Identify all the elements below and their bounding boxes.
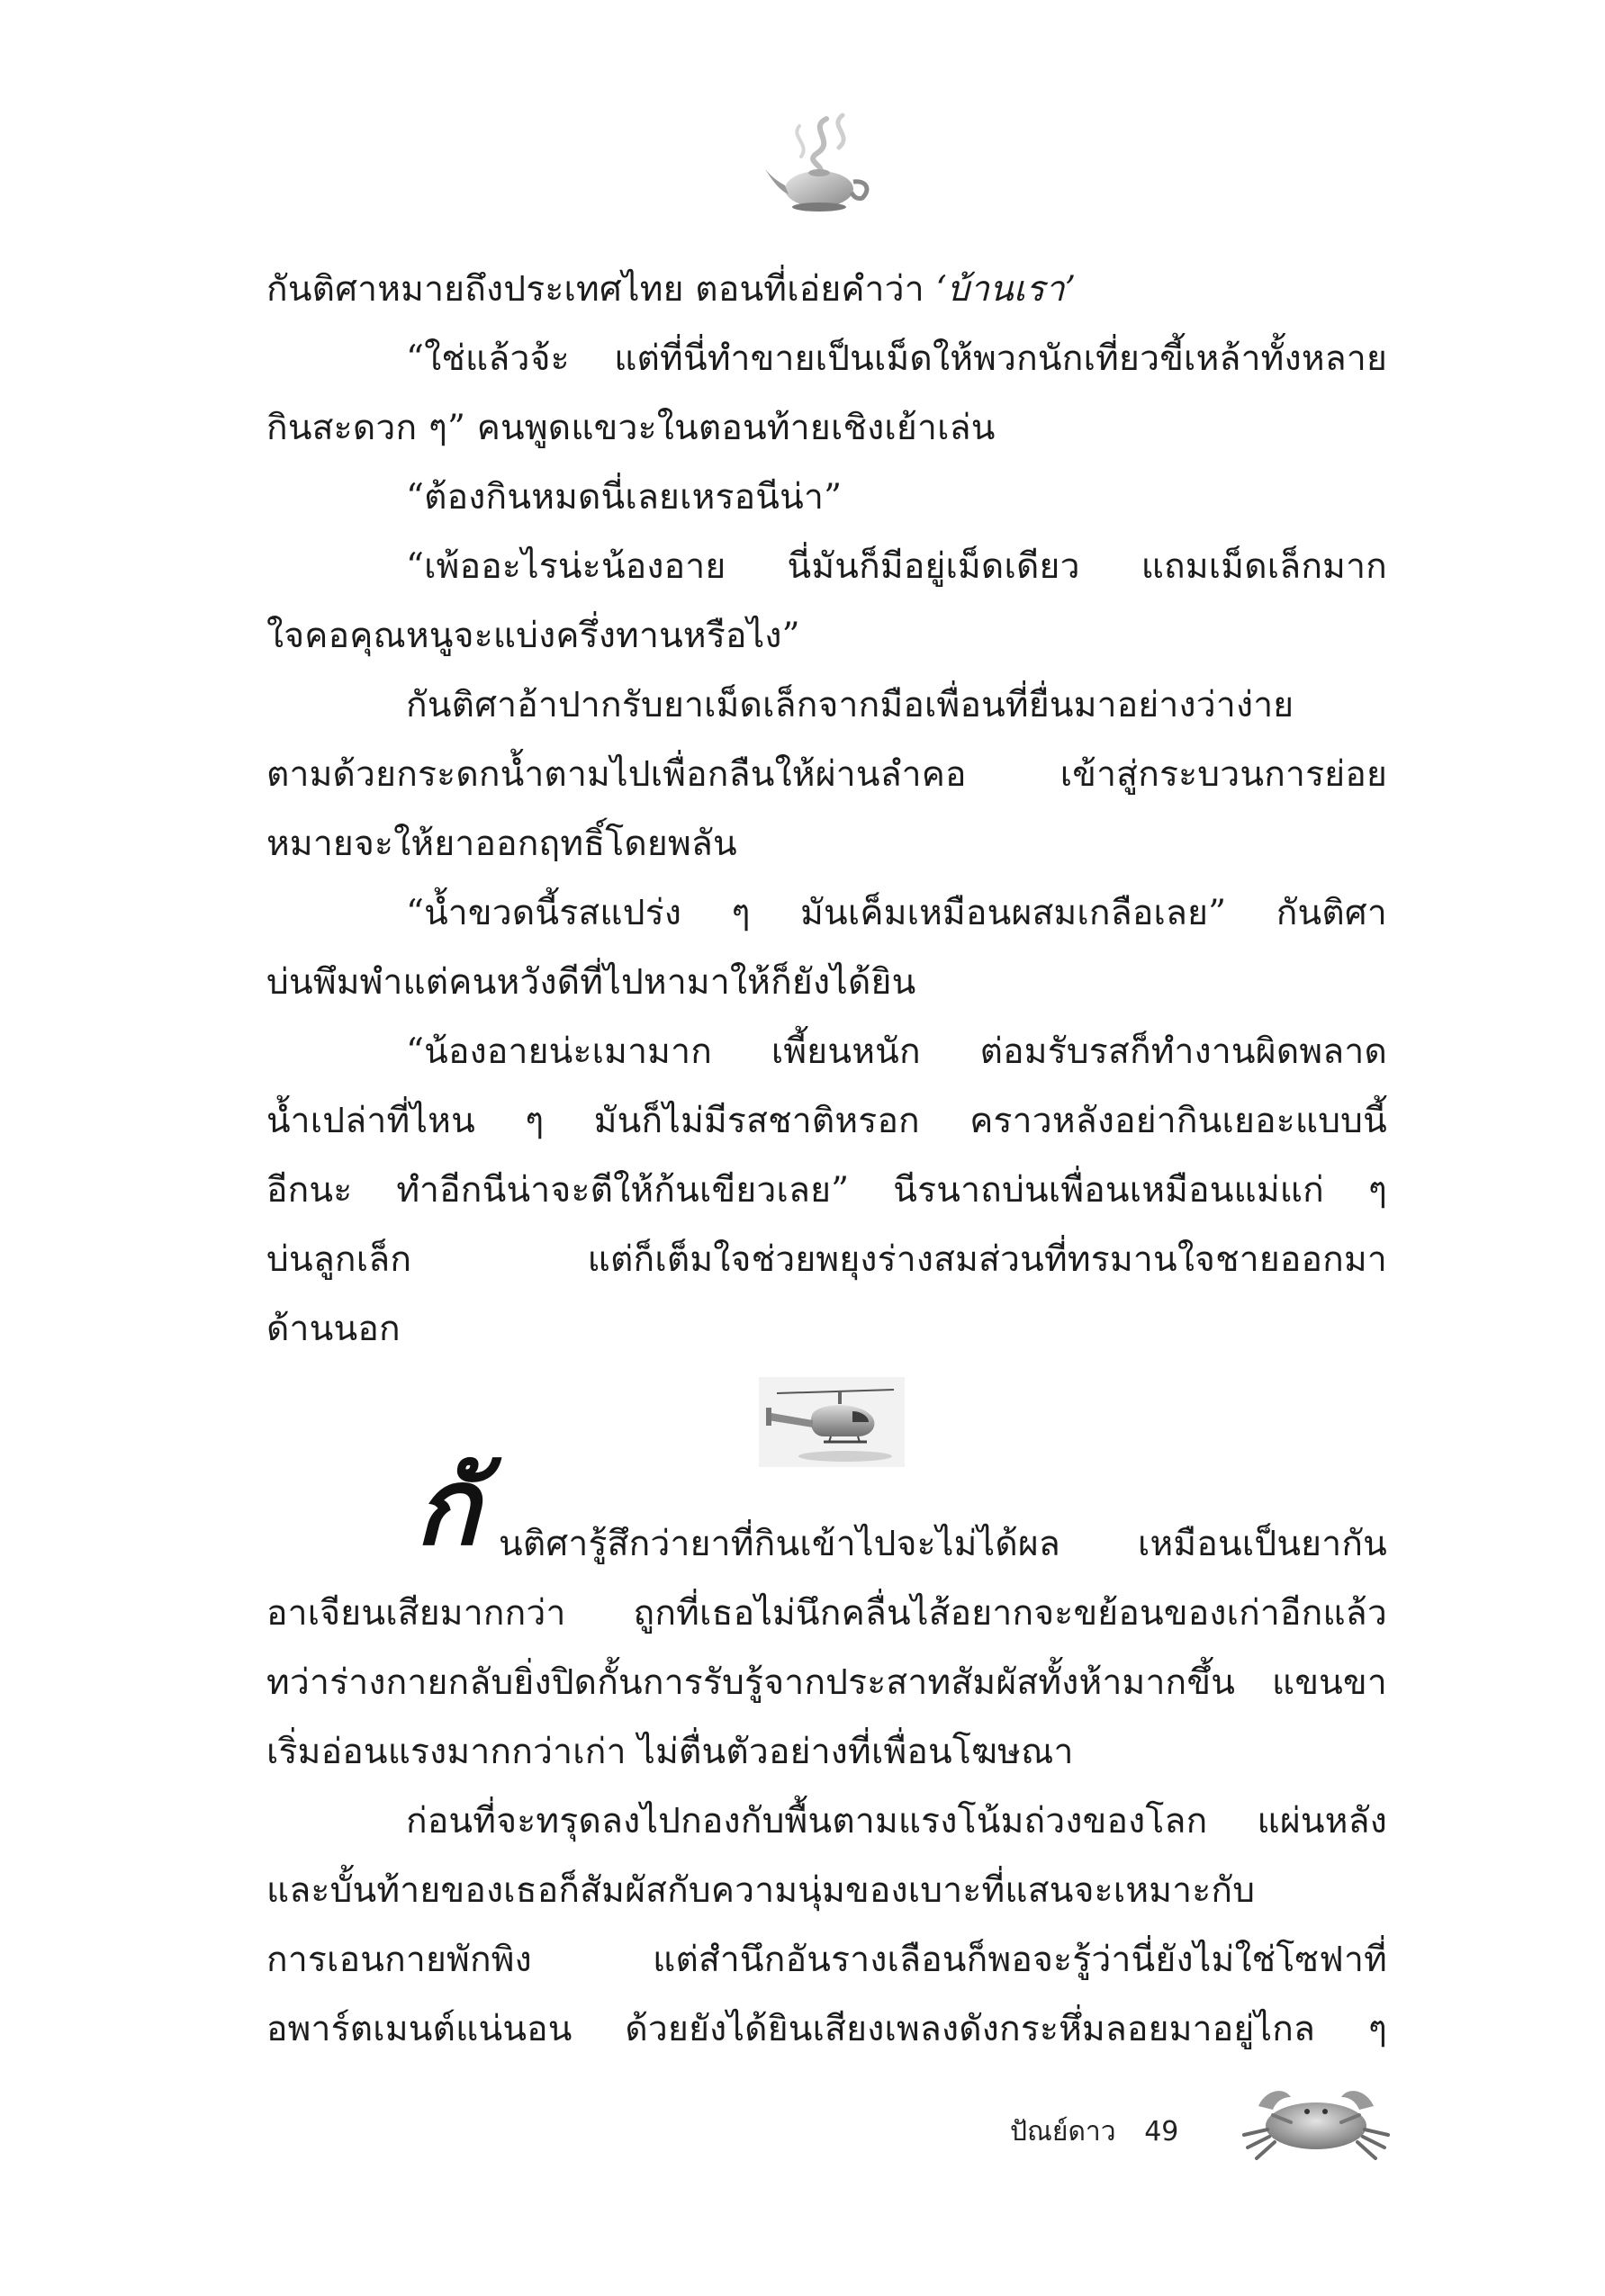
- teapot-smoke-icon: [763, 110, 875, 214]
- text-line: อพาร์ตเมนต์แน่นอน ด้วยยังได้ยินเสียงเพลงดังกระหึ่มลอยมาอยู่ไกล ๆ: [266, 2009, 1387, 2049]
- book-title: ปัณย์ดาว: [1010, 2116, 1116, 2147]
- text-line: บ่นลูกเล็ก แต่ก็เต็มใจช่วยพยุงร่างสมส่วนที่ทรมานใจชายออกมา: [266, 1239, 1387, 1280]
- text-line: และบั้นท้ายของเธอก็สัมผัสกับความนุ่มของเบาะที่แสนจะเหมาะกับ: [266, 1870, 1256, 1911]
- text-line: บ่นพึมพำแต่คนหวังดีที่ไปหามาให้ก็ยังได้ยิน: [266, 962, 916, 1003]
- page-number: 49: [1144, 2116, 1179, 2147]
- crab-icon: [1240, 2070, 1392, 2178]
- text-line: เริ่มอ่อนแรงมากกว่าเก่า ไม่ตื่นตัวอย่างที่เพื่อนโฆษณา: [266, 1732, 1074, 1772]
- text-line: “ต้องกินหมดนี่เลยเหรอนีน่า”: [406, 477, 843, 518]
- dropcap-line: [266, 1445, 1387, 1579]
- text-line: “เพ้ออะไรน่ะน้องอาย นี่มันก็มีอยู่เม็ดเดียว แถมเม็ดเล็กมาก: [406, 546, 1387, 587]
- text-line: ด้านนอก: [266, 1309, 401, 1349]
- text-line: กันติศาอ้าปากรับยาเม็ดเล็กจากมือเพื่อนที่ยื่นมาอย่างว่าง่าย: [406, 685, 1294, 725]
- text-line: การเอนกายพักพิง แต่สำนึกอันรางเลือนก็พอจะรู้ว่านี่ยังไม่ใช่โซฟาที่: [266, 1940, 1387, 1980]
- text-line: ทว่าร่างกายกลับยิ่งปิดกั้นการรับรู้จากประสาทสัมผัสทั้งห้ามากขึ้น แขนขา: [266, 1662, 1387, 1703]
- drop-cap-letter: กั: [415, 1445, 480, 1569]
- paragraph-block-2: [266, 1445, 1387, 2064]
- text-line: หมายจะให้ยาออกฤทธิ์โดยพลัน: [266, 824, 737, 864]
- text-line: ตามด้วยกระดกน้ำตามไปเพื่อกลืนให้ผ่านลำคอ เข้าสู่กระบวนการย่อย: [266, 754, 1387, 795]
- text-line: นติศารู้สึกว่ายาที่กินเข้าไปจะไม่ได้ผล เหมือนเป็นยากัน: [499, 1524, 1387, 1564]
- italic-phrase: ‘บ้านเรา’: [935, 269, 1077, 310]
- text-line: ใจคอคุณหนูจะแบ่งครึ่งทานหรือไง”: [266, 616, 800, 656]
- text-line: “น้องอายน่ะเมามาก เพี้ยนหนัก ต่อมรับรสก็ทำงานผิดพลาด: [406, 1031, 1387, 1072]
- text-line: อีกนะ ทำอีกนีน่าจะตีให้ก้นเขียวเลย” นีรนาถบ่นเพื่อนเหมือนแม่แก่ ๆ: [266, 1170, 1387, 1211]
- text-line: “ใช่แล้วจ้ะ แต่ที่นี่ทำขายเป็นเม็ดให้พวกนักเที่ยวขี้เหล้าทั้งหลาย: [406, 338, 1387, 379]
- text-line: น้ำเปล่าที่ไหน ๆ มันก็ไม่มีรสชาติหรอก คราวหลังอย่ากินเยอะแบบนี้: [266, 1101, 1387, 1141]
- text-line: อาเจียนเสียมากกว่า ถูกที่เธอไม่นึกคลื่นไส้อยากจะขย้อนของเก่าอีกแล้ว: [266, 1593, 1387, 1634]
- text-line: กินสะดวก ๆ” คนพูดแขวะในตอนท้ายเชิงเย้าเล่น: [266, 408, 996, 448]
- text-line: กันติศาหมายถึงประเทศไทย ตอนที่เอ่ยคำว่า ‘บ้านเรา’: [266, 269, 1077, 310]
- helicopter-icon: [759, 1377, 905, 1467]
- text-line: “น้ำขวดนี้รสแปร่ง ๆ มันเค็มเหมือนผสมเกลือเลย” กันติศา: [406, 893, 1387, 933]
- text-line: ก่อนที่จะทรุดลงไปกองกับพื้นตามแรงโน้มถ่วงของโลก แผ่นหลัง: [406, 1801, 1387, 1841]
- page-footer: [1010, 2111, 1178, 2153]
- paragraph-block-1: [266, 255, 1387, 1364]
